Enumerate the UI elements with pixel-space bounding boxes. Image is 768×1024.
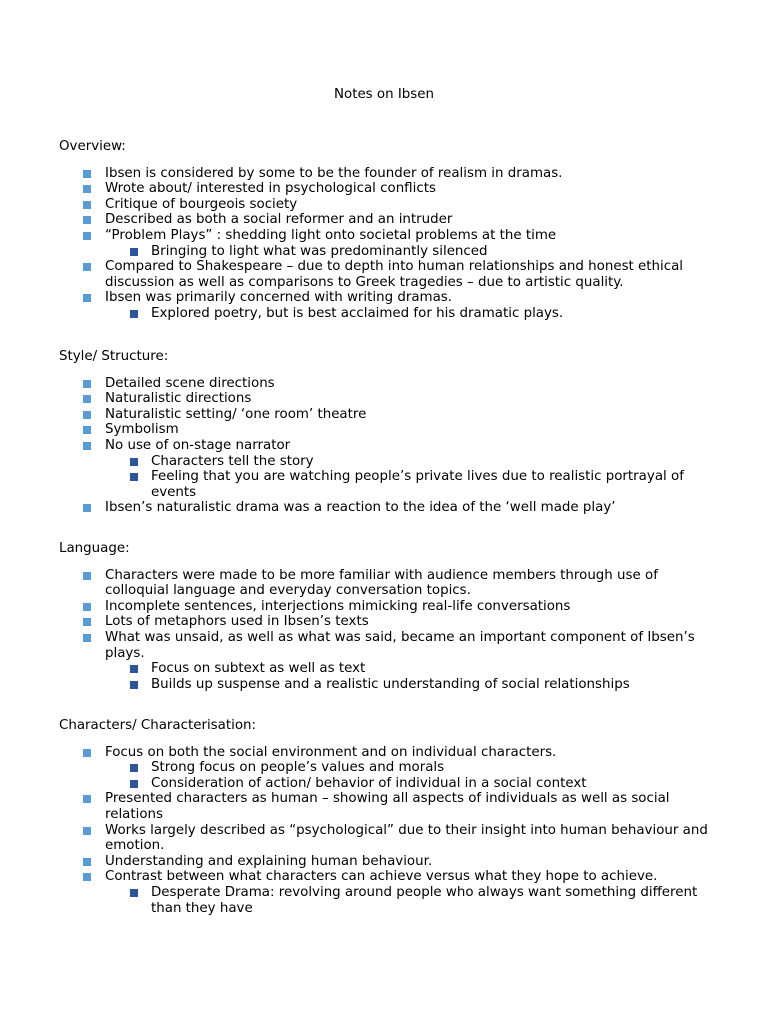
square-bullet-icon	[130, 473, 138, 481]
square-bullet-icon	[83, 294, 91, 302]
square-bullet-icon	[83, 827, 91, 835]
sub-list-item: Bringing to light what was predominantly silenced	[59, 244, 719, 260]
bullet-list	[59, 568, 719, 693]
list-item: Symbolism	[59, 422, 719, 438]
square-bullet-icon	[83, 185, 91, 193]
section-language	[59, 541, 719, 692]
square-bullet-icon	[83, 873, 91, 881]
list-item: Naturalistic setting/ ‘one room’ theatre	[59, 407, 719, 423]
square-bullet-icon	[130, 889, 138, 897]
sub-list-item: Feeling that you are watching people’s private lives due to realistic portrayal of events	[59, 469, 719, 500]
list-item: Ibsen’s naturalistic drama was a reaction to the idea of the ‘well made play’	[59, 500, 719, 516]
bullet-list	[59, 166, 719, 322]
square-bullet-icon	[130, 665, 138, 673]
list-item: Described as both a social reformer and an intruder	[59, 212, 719, 228]
list-item: Ibsen is considered by some to be the founder of realism in dramas.	[59, 166, 719, 182]
sub-list-item: Builds up suspense and a realistic understanding of social relationships	[59, 677, 719, 693]
list-item: What was unsaid, as well as what was said, became an important component of Ibsen’s plays.	[59, 630, 719, 661]
page-title: Notes on Ibsen	[333, 87, 435, 102]
list-item: Wrote about/ interested in psychological conflicts	[59, 181, 719, 197]
square-bullet-icon	[130, 764, 138, 772]
square-bullet-icon	[83, 380, 91, 388]
list-item: No use of on-stage narrator	[59, 438, 719, 454]
square-bullet-icon	[83, 504, 91, 512]
square-bullet-icon	[83, 201, 91, 209]
list-item: Naturalistic directions	[59, 391, 719, 407]
square-bullet-icon	[83, 442, 91, 450]
section-style-structure	[59, 349, 719, 516]
square-bullet-icon	[83, 572, 91, 580]
section-heading: Language:	[59, 541, 130, 556]
square-bullet-icon	[83, 426, 91, 434]
square-bullet-icon	[130, 458, 138, 466]
section-heading: Overview:	[59, 139, 126, 154]
square-bullet-icon	[83, 795, 91, 803]
sub-list-item: Focus on subtext as well as text	[59, 661, 719, 677]
square-bullet-icon	[83, 618, 91, 626]
sub-list-item: Explored poetry, but is best acclaimed for his dramatic plays.	[59, 306, 719, 322]
square-bullet-icon	[83, 858, 91, 866]
sub-list-item: Strong focus on people’s values and morals	[59, 760, 719, 776]
square-bullet-icon	[83, 634, 91, 642]
bullet-list	[59, 376, 719, 516]
section-characters	[59, 718, 719, 916]
square-bullet-icon	[130, 780, 138, 788]
sub-list-item: Desperate Drama: revolving around people who always want something different than they have	[59, 885, 719, 916]
list-item: Focus on both the social environment and on individual characters.	[59, 745, 719, 761]
square-bullet-icon	[130, 681, 138, 689]
list-item: Presented characters as human – showing all aspects of individuals as well as social relations	[59, 791, 719, 822]
list-item: Detailed scene directions	[59, 376, 719, 392]
list-item: Understanding and explaining human behaviour.	[59, 854, 719, 870]
square-bullet-icon	[83, 216, 91, 224]
list-item: Ibsen was primarily concerned with writing dramas.	[59, 290, 719, 306]
square-bullet-icon	[83, 232, 91, 240]
bullet-list	[59, 745, 719, 917]
square-bullet-icon	[130, 248, 138, 256]
square-bullet-icon	[83, 395, 91, 403]
list-item: Lots of metaphors used in Ibsen’s texts	[59, 614, 719, 630]
list-item: Incomplete sentences, interjections mimicking real-life conversations	[59, 599, 719, 615]
square-bullet-icon	[83, 603, 91, 611]
square-bullet-icon	[83, 411, 91, 419]
list-item: “Problem Plays” : shedding light onto societal problems at the time	[59, 228, 719, 244]
sub-list-item: Consideration of action/ behavior of individual in a social context	[59, 776, 719, 792]
section-heading: Style/ Structure:	[59, 349, 169, 364]
sub-list-item: Characters tell the story	[59, 454, 719, 470]
list-item: Critique of bourgeois society	[59, 197, 719, 213]
section-heading: Characters/ Characterisation:	[59, 718, 257, 733]
square-bullet-icon	[83, 170, 91, 178]
list-item: Contrast between what characters can achieve versus what they hope to achieve.	[59, 869, 719, 885]
section-overview	[59, 139, 719, 322]
list-item: Compared to Shakespeare – due to depth into human relationships and honest ethical discussion as well as comparisons to Greek tragedies – due to artistic quality.	[59, 259, 719, 290]
square-bullet-icon	[83, 749, 91, 757]
square-bullet-icon	[130, 310, 138, 318]
list-item: Characters were made to be more familiar with audience members through use of colloquial language and everyday conversation topics.	[59, 568, 719, 599]
square-bullet-icon	[83, 263, 91, 271]
list-item: Works largely described as “psychological” due to their insight into human behaviour and emotion.	[59, 823, 719, 854]
